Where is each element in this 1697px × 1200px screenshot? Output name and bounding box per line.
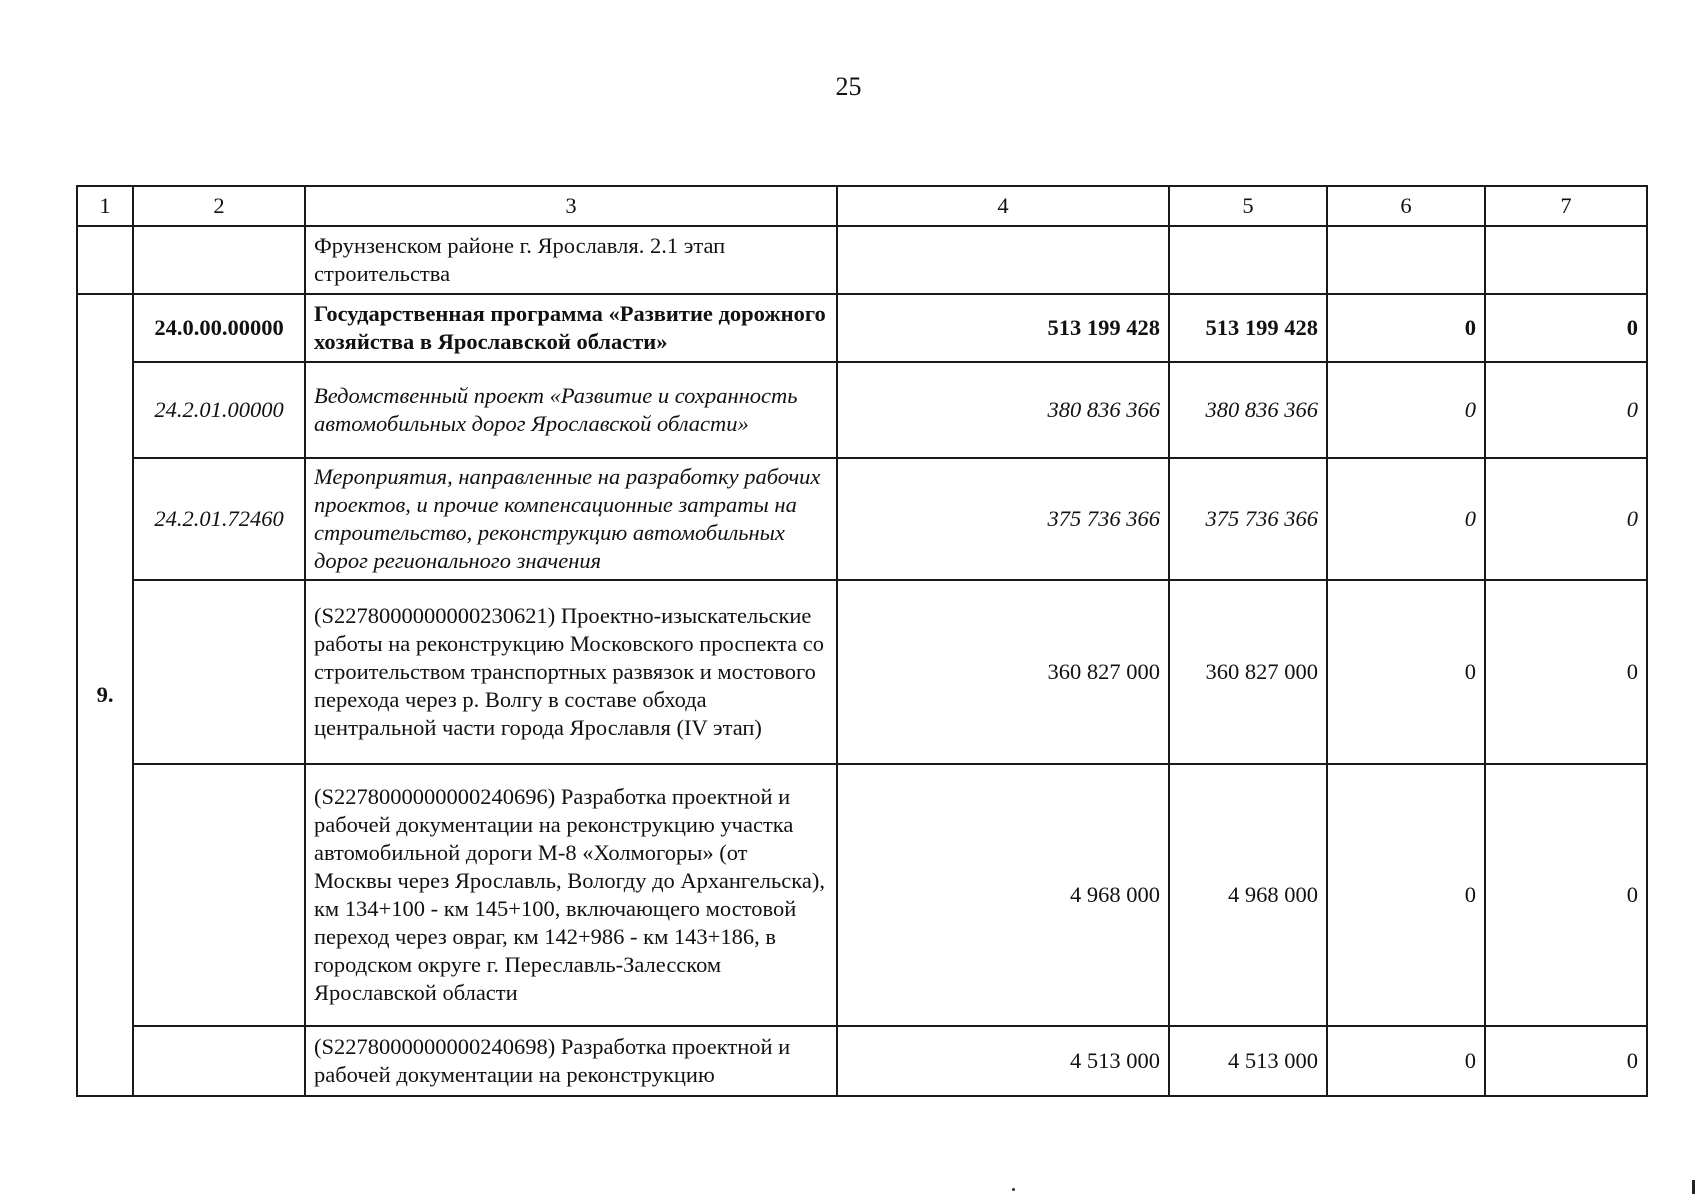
code-cell	[133, 580, 305, 764]
value-cell-6: 0	[1327, 1026, 1485, 1096]
table-header-row	[77, 186, 1647, 226]
value-cell-7: 0	[1485, 1026, 1647, 1096]
budget-table	[76, 185, 1648, 1097]
column-header-7: 7	[1485, 186, 1647, 226]
code-cell: 24.2.01.72460	[133, 458, 305, 580]
value-cell-7: 0	[1485, 362, 1647, 458]
description-cell: Фрунзенском районе г. Ярославля. 2.1 этап строительства	[305, 226, 837, 294]
description-cell: Государственная программа «Развитие дорожного хозяйства в Ярославской области»	[305, 294, 837, 362]
value-cell-4: 360 827 000	[837, 580, 1169, 764]
table-row	[77, 580, 1647, 764]
value-cell-7	[1485, 226, 1647, 294]
description-cell: (S2278000000000240698) Разработка проектной и рабочей документации на реконструкцию	[305, 1026, 837, 1096]
scan-edge-mark	[1692, 1180, 1695, 1194]
value-cell-7: 0	[1485, 294, 1647, 362]
value-cell-4: 375 736 366	[837, 458, 1169, 580]
value-cell-4: 513 199 428	[837, 294, 1169, 362]
value-cell-6: 0	[1327, 458, 1485, 580]
value-cell-6: 0	[1327, 764, 1485, 1026]
description-cell: Ведомственный проект «Развитие и сохранность автомобильных дорог Ярославской области»	[305, 362, 837, 458]
row-number-cell: 9.	[77, 294, 133, 1096]
value-cell-7: 0	[1485, 764, 1647, 1026]
description-cell: Мероприятия, направленные на разработку рабочих проектов, и прочие компенсационные затраты на строительство, реконструкцию автомобильных дорог регионального значения	[305, 458, 837, 580]
value-cell-6: 0	[1327, 362, 1485, 458]
column-header-3: 3	[305, 186, 837, 226]
scan-speck	[1012, 1188, 1015, 1191]
column-header-1: 1	[77, 186, 133, 226]
table-row	[77, 294, 1647, 362]
code-cell	[133, 764, 305, 1026]
column-header-5: 5	[1169, 186, 1327, 226]
code-cell	[133, 226, 305, 294]
page-number: 25	[835, 72, 862, 101]
value-cell-7: 0	[1485, 580, 1647, 764]
code-cell: 24.2.01.00000	[133, 362, 305, 458]
value-cell-7: 0	[1485, 458, 1647, 580]
column-header-2: 2	[133, 186, 305, 226]
value-cell-5: 380 836 366	[1169, 362, 1327, 458]
value-cell-6	[1327, 226, 1485, 294]
value-cell-4: 4 513 000	[837, 1026, 1169, 1096]
value-cell-4: 380 836 366	[837, 362, 1169, 458]
value-cell-6: 0	[1327, 294, 1485, 362]
value-cell-5	[1169, 226, 1327, 294]
column-header-6: 6	[1327, 186, 1485, 226]
value-cell-5: 360 827 000	[1169, 580, 1327, 764]
row-number-cell	[77, 226, 133, 294]
value-cell-6: 0	[1327, 580, 1485, 764]
table-row	[77, 1026, 1647, 1096]
value-cell-4	[837, 226, 1169, 294]
value-cell-5: 375 736 366	[1169, 458, 1327, 580]
column-header-4: 4	[837, 186, 1169, 226]
value-cell-5: 4 513 000	[1169, 1026, 1327, 1096]
table-row	[77, 764, 1647, 1026]
code-cell	[133, 1026, 305, 1096]
value-cell-5: 4 968 000	[1169, 764, 1327, 1026]
description-cell: (S2278000000000230621) Проектно-изыскательские работы на реконструкцию Московского проспекта со строительством транспортных развязок и мостового перехода через р. Волгу в составе обхода центральной части города Ярославля (IV этап)	[305, 580, 837, 764]
value-cell-5: 513 199 428	[1169, 294, 1327, 362]
description-cell: (S2278000000000240696) Разработка проектной и рабочей документации на реконструкцию участка автомобильной дороги М-8 «Холмогоры» (от Москвы через Ярославль, Вологду до Архангельска), км 134+100 - км 145+100, включающего мостовой переход через овраг, км 142+986 - км 143+186, в городском округе г. Переславль-Залесском Ярославской области	[305, 764, 837, 1026]
table-row	[77, 458, 1647, 580]
code-cell: 24.0.00.00000	[133, 294, 305, 362]
value-cell-4: 4 968 000	[837, 764, 1169, 1026]
table-row	[77, 226, 1647, 294]
table-row	[77, 362, 1647, 458]
